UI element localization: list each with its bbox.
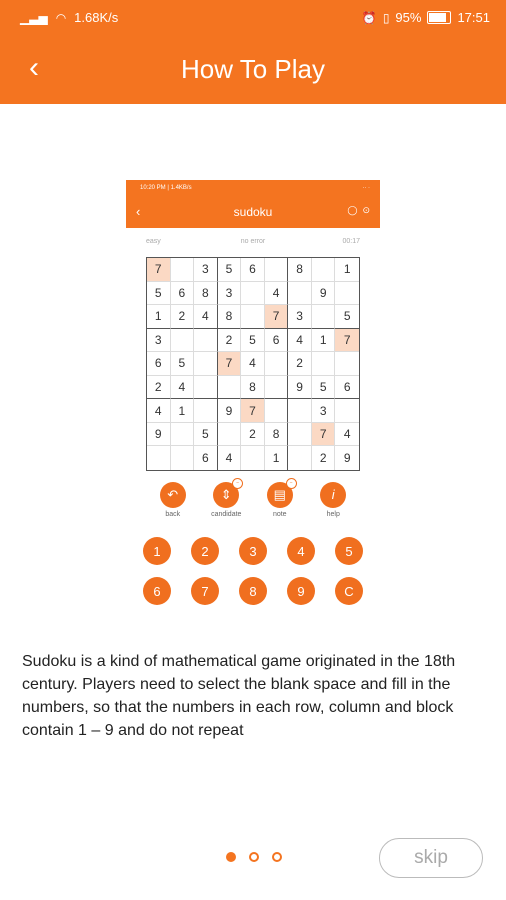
sudoku-cell: 4 (218, 446, 242, 470)
sudoku-cell (312, 352, 336, 376)
page-indicator (226, 852, 282, 862)
preview-back-icon: ‹ (136, 204, 141, 219)
sudoku-cell (265, 399, 289, 423)
sudoku-cell: 6 (265, 329, 289, 353)
sudoku-cell: 4 (147, 399, 171, 423)
sudoku-cell: 7 (265, 305, 289, 329)
sudoku-cell: 2 (312, 446, 336, 470)
tool-label: note (272, 511, 287, 518)
sudoku-cell: 3 (312, 399, 336, 423)
sudoku-cell: 9 (343, 451, 351, 466)
badge-icon: − (232, 478, 243, 489)
sudoku-cell: 1 (312, 329, 336, 353)
key-8: 8 (239, 577, 267, 605)
sudoku-cell (194, 376, 218, 400)
sudoku-cell: 5 (171, 352, 195, 376)
sudoku-cell: 7 (335, 329, 359, 353)
sudoku-cell: 5 (241, 329, 265, 353)
preview-timer: 00:17 (342, 238, 360, 245)
sudoku-cell: 3 (194, 258, 218, 282)
battery-percent: 95% (395, 10, 422, 25)
sudoku-cell: 5 (194, 423, 218, 447)
sudoku-cell (335, 352, 359, 376)
sudoku-cell: 8 (218, 305, 242, 329)
sudoku-cell (288, 399, 312, 423)
sudoku-grid (146, 257, 360, 471)
sudoku-cell: 4 (288, 329, 312, 353)
sudoku-cell: 6 (171, 282, 195, 306)
page-dot-1[interactable] (226, 852, 236, 862)
sudoku-cell (241, 282, 265, 306)
note-icon: ▤ − (267, 482, 293, 508)
sudoku-cell: 5 (147, 282, 171, 306)
sudoku-cell: 9 (312, 282, 336, 306)
sudoku-cell: 1 (171, 399, 195, 423)
sudoku-cell (171, 446, 195, 470)
skip-button[interactable]: skip (379, 838, 483, 878)
sudoku-cell: 1 (265, 446, 289, 470)
tool-label: help (326, 511, 340, 518)
sudoku-cell: 4 (194, 305, 218, 329)
sudoku-cell: 8 (194, 282, 218, 306)
sudoku-cell: 7 (218, 352, 242, 376)
sudoku-cell: 2 (147, 376, 171, 400)
sudoku-cell: 3 (218, 282, 242, 306)
sudoku-cell: 3 (147, 329, 171, 353)
status-bar (0, 0, 506, 34)
sudoku-cell: 6 (147, 352, 171, 376)
page-title: How To Play (180, 54, 326, 84)
key-9: 9 (287, 577, 315, 605)
sudoku-cell (171, 329, 195, 353)
sudoku-cell (312, 258, 336, 282)
key-1: 1 (143, 537, 171, 565)
sudoku-cell (335, 399, 359, 423)
sudoku-cell: 1 (147, 305, 171, 329)
preview-status-bar (126, 180, 380, 196)
sudoku-cell: 9 (147, 423, 171, 447)
sudoku-cell (265, 352, 289, 376)
preview-app-bar (126, 196, 380, 228)
key-7: 7 (191, 577, 219, 605)
sudoku-cell (194, 352, 218, 376)
sudoku-cell: 8 (241, 376, 265, 400)
sudoku-cell: 2 (171, 305, 195, 329)
clock: 17:51 (457, 10, 490, 25)
sudoku-cell (147, 446, 171, 470)
sudoku-cell (265, 376, 289, 400)
sudoku-cell: 9 (218, 399, 242, 423)
undo-icon: ↶ (160, 482, 186, 508)
preview-difficulty: easy (146, 238, 161, 245)
sudoku-cell: 2 (241, 423, 265, 447)
sudoku-cell: 5 (312, 376, 336, 400)
wifi-icon: ◠ (55, 10, 67, 25)
tutorial-preview (126, 180, 380, 600)
sudoku-cell (218, 423, 242, 447)
page-dot-2[interactable] (249, 852, 259, 862)
key-clear: C (335, 577, 363, 605)
preview-status-left: 10:20 PM | 1.4KB/s (140, 185, 192, 191)
sudoku-cell (265, 258, 289, 282)
app-bar (0, 34, 506, 104)
sudoku-cell: 5 (335, 305, 359, 329)
rules-description: Sudoku is a kind of mathematical game originated in the 18th century. Players need to select the blank space and fill in the numbers, so that the numbers in each row, column and block contain 1 – 9 and do not repeat (22, 653, 456, 739)
sudoku-cell (335, 282, 359, 306)
sudoku-cell: 4 (171, 376, 195, 400)
sudoku-cell (218, 376, 242, 400)
sudoku-cell: 4 (335, 423, 359, 447)
tool-label: back (165, 511, 181, 518)
vibrate-icon: ▯ (382, 10, 390, 25)
page-dot-3[interactable] (272, 852, 282, 862)
sudoku-cell: 7 (241, 399, 265, 423)
preview-info-row (146, 238, 360, 248)
sudoku-cell: 8 (265, 423, 289, 447)
key-2: 2 (191, 537, 219, 565)
network-speed: 1.68K/s (74, 10, 119, 25)
tool-label: candidate (211, 511, 242, 518)
sudoku-cell: 7 (147, 258, 171, 282)
sudoku-cell: 2 (218, 329, 242, 353)
sudoku-cell (288, 423, 312, 447)
help-icon: i (320, 482, 346, 508)
sudoku-cell: 4 (265, 282, 289, 306)
preview-errors: no error (240, 238, 266, 245)
sudoku-cell: 9 (288, 376, 312, 400)
sudoku-cell: 4 (241, 352, 265, 376)
sudoku-cell: 6 (241, 258, 265, 282)
preview-settings-icon: ⊙ (362, 205, 370, 215)
candidate-icon: ⇕ − (213, 482, 239, 508)
sudoku-cell (194, 399, 218, 423)
sudoku-cell (288, 282, 312, 306)
sudoku-cell: 6 (335, 376, 359, 400)
preview-tools (146, 482, 360, 526)
sudoku-cell: 2 (288, 352, 312, 376)
sudoku-cell (241, 305, 265, 329)
key-4: 4 (287, 537, 315, 565)
badge-icon: − (286, 478, 297, 489)
preview-tool-note (260, 482, 300, 526)
preview-tool-help (313, 482, 353, 526)
battery-icon (427, 11, 451, 24)
preview-keypad (143, 537, 363, 617)
preview-title: sudoku (233, 205, 273, 219)
key-5: 5 (335, 537, 363, 565)
sudoku-cell (194, 329, 218, 353)
preview-tool-back (153, 482, 193, 526)
preview-tool-candidate (206, 482, 246, 526)
sudoku-cell (171, 423, 195, 447)
sudoku-cell: 5 (218, 258, 242, 282)
alarm-icon: ⏰ (361, 10, 377, 25)
sudoku-cell (241, 446, 265, 470)
back-arrow-icon[interactable]: ‹ (29, 51, 39, 84)
signal-icon: ▁▃▅ (20, 10, 48, 25)
sudoku-cell: 1 (335, 258, 359, 282)
sudoku-cell (171, 258, 195, 282)
sudoku-cell: 8 (288, 258, 312, 282)
sudoku-cell: 6 (194, 446, 218, 470)
sudoku-cell: 3 (288, 305, 312, 329)
key-3: 3 (239, 537, 267, 565)
key-6: 6 (143, 577, 171, 605)
preview-status-right: ·· · (362, 185, 370, 191)
preview-chat-icon: ◯ (347, 205, 358, 215)
sudoku-cell (288, 446, 312, 470)
sudoku-cell (312, 305, 336, 329)
sudoku-cell: 7 (312, 423, 336, 447)
